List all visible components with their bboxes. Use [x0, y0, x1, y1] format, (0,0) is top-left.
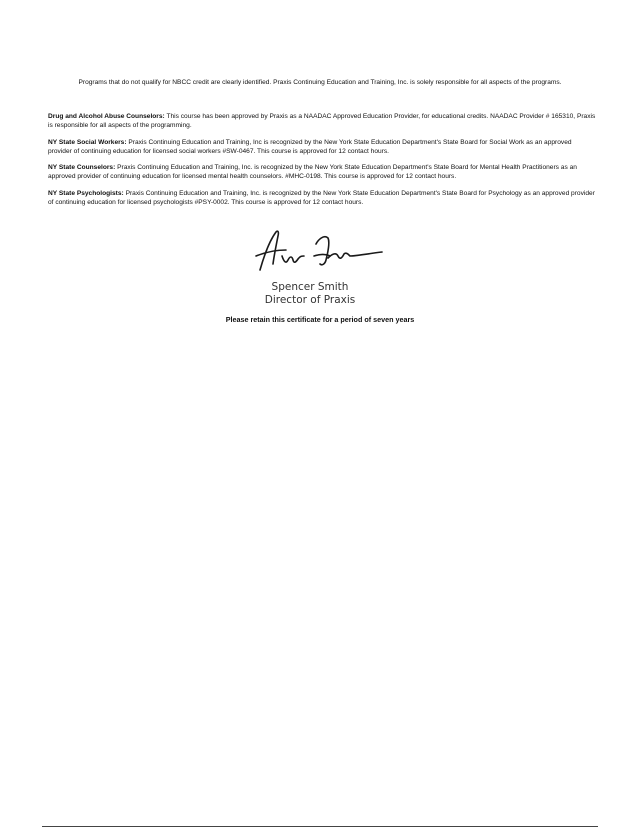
- approval-naadac: [48, 112, 596, 130]
- signatory-title: Director of Praxis: [264, 294, 356, 306]
- approval-label: NY State Counselors:: [48, 164, 116, 171]
- approval-label: NY State Social Workers:: [48, 139, 127, 146]
- approval-text: This course has been approved by Praxis as a NAADAC Approved Education Provider, for educational credits. NAADAC Provider # 165310, Praxis is responsible for all aspects of the programming.: [48, 113, 596, 129]
- approval-text: Praxis Continuing Education and Training, Inc. is recognized by the New York State Education Department's State Board for Psychology as an approved provider of continuing education for licensed psychologists #PSY-0002. This course is approved for 12 contact hours.: [48, 190, 595, 206]
- footer-divider: [42, 826, 598, 827]
- approval-ny-counselors: [48, 163, 596, 181]
- approval-ny-social-workers: [48, 138, 596, 156]
- handwritten-signature: [252, 226, 392, 276]
- approval-text: Praxis Continuing Education and Training, Inc is recognized by the New York State Education Department's State Board for Social Work as an approved provider of continuing education for licensed social workers #SW-0467. This course is approved for 12 contact hours.: [48, 139, 572, 155]
- approval-ny-psychologists: [48, 189, 596, 207]
- intro-statement: Programs that do not qualify for NBCC credit are clearly identified. Praxis Continuing Education and Training, Inc. is solely responsible for all aspects of the programs.: [78, 79, 562, 86]
- signatory-name: Spencer Smith: [271, 281, 349, 293]
- approval-label: Drug and Alcohol Abuse Counselors:: [48, 113, 165, 120]
- retain-notice: Please retain this certificate for a period of seven years: [225, 315, 415, 324]
- approval-text: Praxis Continuing Education and Training, Inc. is recognized by the New York State Education Department's State Board for Mental Health Practitioners as an approved provider of continuing education for licensed mental health counselors. #MHC-0198. This course is approved for 12 contact hours.: [48, 164, 577, 180]
- approval-label: NY State Psychologists:: [48, 190, 124, 197]
